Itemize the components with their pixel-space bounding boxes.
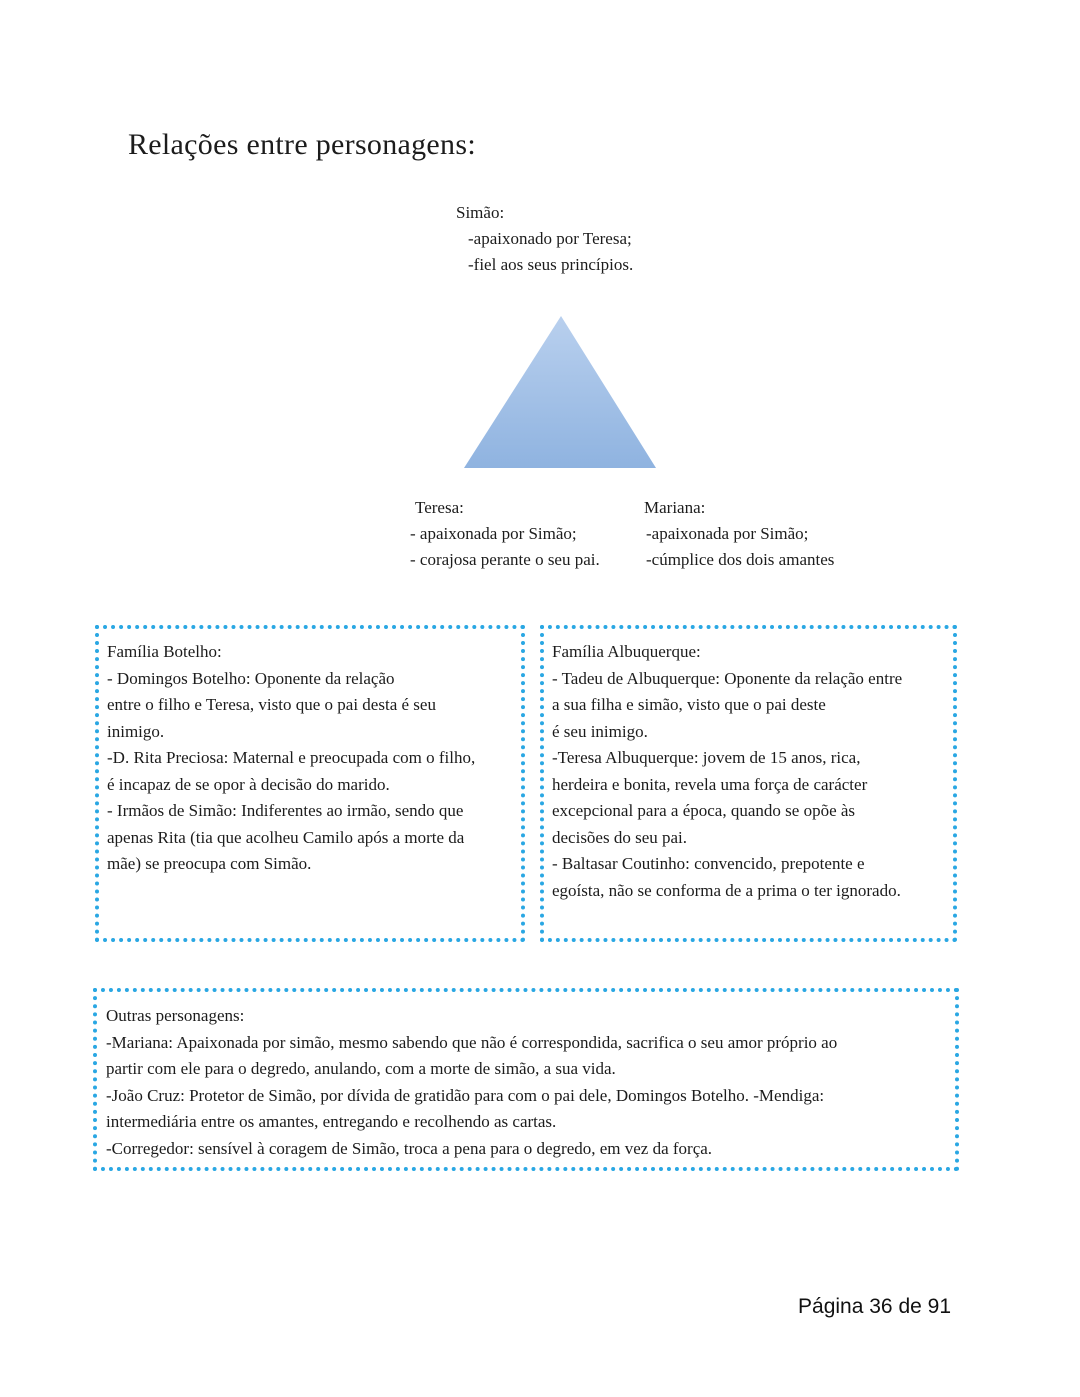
box-line: a sua filha e simão, visto que o pai deste [552, 695, 826, 714]
box-line: excepcional para a época, quando se opõe às [552, 801, 856, 820]
teresa-trait: - corajosa perante o seu pai. [410, 550, 600, 569]
box-line: - Irmãos de Simão: Indiferentes ao irmão, sendo que [107, 801, 464, 820]
box-line: partir com ele para o degredo, anulando, com a morte de simão, a sua vida. [106, 1059, 616, 1078]
familia-albuquerque-box [540, 625, 957, 942]
box-title: Família Albuquerque: [552, 642, 701, 661]
familia-botelho-box [95, 625, 525, 942]
box-line: entre o filho e Teresa, visto que o pai desta é seu [107, 695, 436, 714]
mariana-node [644, 495, 834, 573]
simao-node [456, 200, 633, 278]
box-line: herdeira e bonita, revela uma força de carácter [552, 774, 868, 794]
mariana-trait: -cúmplice dos dois amantes [646, 550, 835, 569]
triangle-polygon [464, 316, 656, 468]
teresa-trait: - apaixonada por Simão; [410, 524, 577, 543]
simao-trait: -apaixonado por Teresa; [468, 229, 632, 248]
box-line: egoísta, não se conforma de a prima o ter ignorado. [552, 880, 901, 900]
love-triangle-shape [462, 314, 658, 470]
box-title: Outras personagens: [106, 1006, 245, 1025]
box-line: -Corregedor: sensível à coragem de Simão, troca a pena para o degredo, em vez da força. [106, 1138, 713, 1158]
box-line: -Mariana: Apaixonada por simão, mesmo sabendo que não é correspondida, sacrifica o seu amor próprio ao [106, 1032, 838, 1052]
box-line: é incapaz de se opor à decisão do marido. [107, 774, 390, 794]
page-heading: Relações entre personagens: [128, 128, 476, 161]
box-line: é seu inimigo. [552, 721, 648, 741]
teresa-node [410, 495, 600, 573]
teresa-name: Teresa: [415, 498, 464, 517]
outras-personagens-box [93, 988, 959, 1171]
box-line: -Teresa Albuquerque: jovem de 15 anos, rica, [552, 748, 861, 767]
mariana-name: Mariana: [644, 498, 706, 517]
box-line: intermediária entre os amantes, entregando e recolhendo as cartas. [106, 1112, 557, 1131]
box-line: - Tadeu de Albuquerque: Oponente da relação entre [552, 668, 903, 688]
box-title: Família Botelho: [107, 642, 222, 661]
box-line: apenas Rita (tia que acolheu Camilo após a morte da [107, 827, 465, 847]
page-number: Página 36 de 91 [798, 1295, 951, 1318]
simao-name: Simão: [456, 203, 505, 222]
box-line: -João Cruz: Protetor de Simão, por dívida de gratidão para com o pai dele, Domingos Botelho. -Mendiga: [106, 1085, 825, 1105]
simao-trait: -fiel aos seus princípios. [468, 255, 634, 274]
box-line: - Domingos Botelho: Oponente da relação [107, 668, 395, 688]
mariana-trait: -apaixonada por Simão; [646, 524, 809, 543]
box-line: mãe) se preocupa com Simão. [107, 854, 312, 873]
box-line: - Baltasar Coutinho: convencido, prepotente e [552, 854, 865, 873]
box-line: decisões do seu pai. [552, 827, 688, 847]
box-line: -D. Rita Preciosa: Maternal e preocupada com o filho, [107, 748, 476, 767]
box-line: inimigo. [107, 721, 165, 741]
